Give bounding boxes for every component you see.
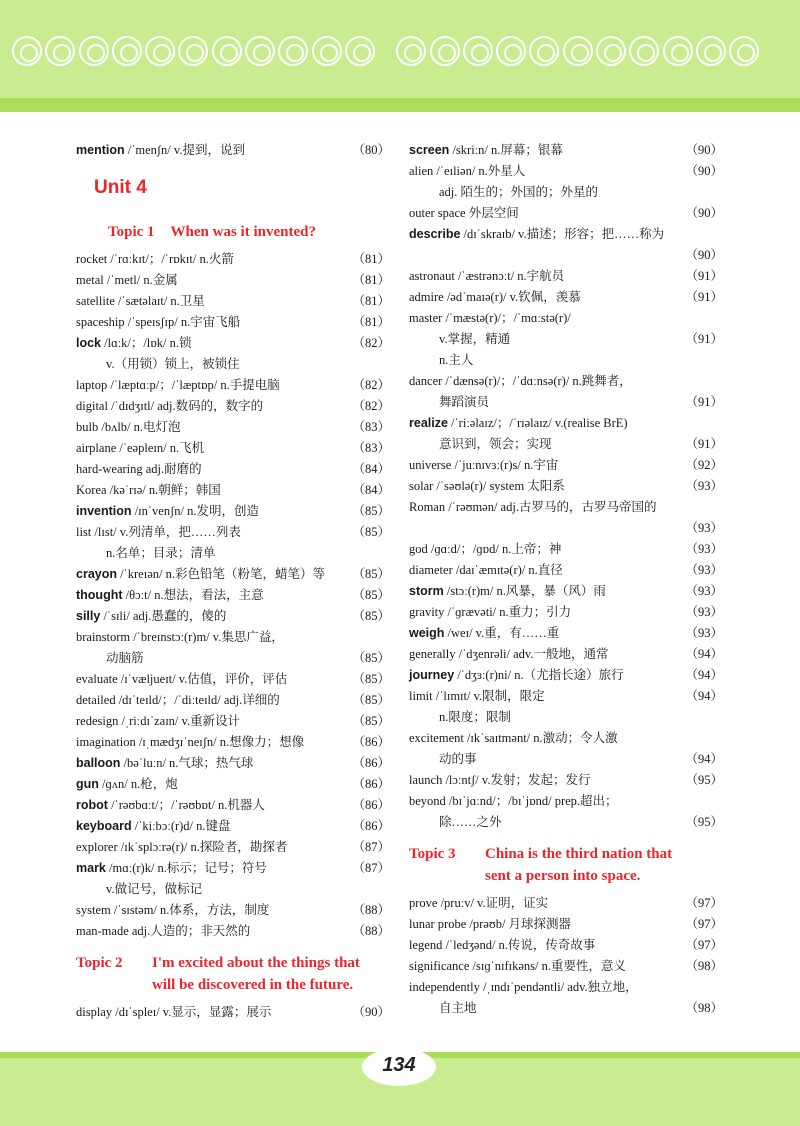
vocab-entry <box>76 417 390 438</box>
page-ref-row <box>409 245 723 266</box>
entry-text: mention /ˈmenʃn/ v.提到，说到 <box>76 143 245 157</box>
page-ref: （88） <box>352 903 390 917</box>
page-ref: （94） <box>685 689 723 703</box>
ring-icon <box>45 36 75 66</box>
vocab-entry <box>76 669 390 690</box>
vocab-entry <box>76 501 390 522</box>
ring-icon <box>12 36 42 66</box>
vocab-entry <box>409 977 723 998</box>
vocab-entry <box>76 270 390 291</box>
entry-text: outer space 外层空间 <box>409 206 519 220</box>
topic-heading <box>76 221 390 243</box>
ring-icon <box>729 36 759 66</box>
ring-icon <box>496 36 526 66</box>
page-ref: （98） <box>685 1001 723 1015</box>
entry-text: 自主地 <box>439 1001 477 1015</box>
topic-title-line2: sent a person into space. <box>485 868 641 884</box>
right-column <box>409 140 723 1019</box>
page-ref: （85） <box>352 609 390 623</box>
page-ref: （81） <box>352 294 390 308</box>
entry-text: 舞蹈演员 <box>439 395 490 409</box>
vocab-entry-continuation <box>409 434 723 455</box>
entry-text: airplane /ˈeəpleɪn/ n.飞机 <box>76 441 205 455</box>
vocab-entry <box>409 224 723 245</box>
vocab-entry <box>76 711 390 732</box>
entry-text: bulb /bʌlb/ n.电灯泡 <box>76 420 181 434</box>
vocab-entry-continuation <box>409 749 723 770</box>
vocab-entry <box>409 914 723 935</box>
topic-title-line2: will be discovered in the future. <box>152 977 354 993</box>
page-ref: （84） <box>352 462 390 476</box>
page-ref: （91） <box>685 332 723 346</box>
page-ref: （88） <box>352 924 390 938</box>
vocab-entry <box>76 627 390 648</box>
vocab-entry <box>409 770 723 791</box>
page-ref: （83） <box>352 441 390 455</box>
entry-text: 动的事 <box>439 752 477 766</box>
entry-text: 意识到，领会；实现 <box>439 437 552 451</box>
page-ref: （93） <box>685 521 723 535</box>
page-ref: （91） <box>685 437 723 451</box>
page-ref: （94） <box>685 752 723 766</box>
page-ref: （95） <box>685 773 723 787</box>
ring-icon <box>345 36 375 66</box>
page-ref: （97） <box>685 896 723 910</box>
entry-text: imagination /ɪˌmædʒɪˈneɪʃn/ n.想像力；想像 <box>76 735 305 749</box>
entry-text: rocket /ˈrɑːkɪt/；/ˈrɒkɪt/ n.火箭 <box>76 252 234 266</box>
entry-text: weigh /weɪ/ v.重，有……重 <box>409 626 560 640</box>
vocab-entry <box>76 606 390 627</box>
entry-text: Roman /ˈrəʊmən/ adj.古罗马的，古罗马帝国的 <box>409 500 657 514</box>
vocab-entry <box>76 732 390 753</box>
page-ref: （95） <box>685 815 723 829</box>
vocab-entry <box>76 774 390 795</box>
page-ref: （85） <box>352 567 390 581</box>
vocab-entry-continuation <box>409 812 723 833</box>
vocab-entry <box>409 644 723 665</box>
topic-title: I'm excited about the things that <box>152 955 360 971</box>
page-ref: （84） <box>352 483 390 497</box>
ring-icon <box>563 36 593 66</box>
entry-text: system /ˈsɪstəm/ n.体系，方法，制度 <box>76 903 270 917</box>
page-ref: （86） <box>352 798 390 812</box>
vocab-entry <box>76 564 390 585</box>
entry-text: robot /ˈrəʊbɑːt/；/ˈrəʊbɒt/ n.机器人 <box>76 798 265 812</box>
entry-text: redesign /ˌriːdɪˈzaɪn/ v.重新设计 <box>76 714 241 728</box>
entry-text: significance /sɪɡˈnɪfɪkəns/ n.重要性，意义 <box>409 959 626 973</box>
vocab-entry-continuation <box>76 543 390 564</box>
vocab-entry <box>409 203 723 224</box>
topic-label: Topic 2 <box>76 955 123 971</box>
page-ref: （85） <box>352 504 390 518</box>
vocab-entry-continuation <box>76 879 390 900</box>
entry-text: astronaut /ˈæstrənɔːt/ n.宇航员 <box>409 269 565 283</box>
entry-text: digital /ˈdɪdʒɪtl/ adj.数码的，数字的 <box>76 399 264 413</box>
entry-text: lunar probe /prəʊb/ 月球探测器 <box>409 917 572 931</box>
page-ref: （85） <box>352 651 390 665</box>
vocab-entry-continuation <box>409 350 723 371</box>
page-ref: （86） <box>352 735 390 749</box>
entry-text: journey /ˈdʒɜː(r)ni/ n.（尤指长途）旅行 <box>409 668 624 682</box>
vocab-entry <box>409 623 723 644</box>
unit-title: Unit 4 <box>94 177 147 198</box>
vocab-entry <box>76 816 390 837</box>
entry-text: alien /ˈeɪliən/ n.外星人 <box>409 164 526 178</box>
vocab-entry <box>76 333 390 354</box>
entry-text: legend /ˈledʒənd/ n.传说，传奇故事 <box>409 938 596 952</box>
entry-text: master /ˈmæstə(r)/；/ˈmɑːstə(r)/ <box>409 311 571 325</box>
page-ref: （85） <box>352 525 390 539</box>
page-ref: （93） <box>685 563 723 577</box>
page-ref: （94） <box>685 647 723 661</box>
entry-text: n.名单；目录；清单 <box>106 546 216 560</box>
vocab-entry <box>76 921 390 942</box>
page-ref: （81） <box>352 273 390 287</box>
topic-heading <box>409 843 723 887</box>
page-ref: （81） <box>352 252 390 266</box>
topic-label: Topic 3 <box>409 846 456 862</box>
vocab-entry <box>76 522 390 543</box>
page-ref: （85） <box>352 672 390 686</box>
page-ref: （83） <box>352 420 390 434</box>
entry-text: laptop /ˈlæptɑːp/；/ˈlæptɒp/ n.手提电脑 <box>76 378 280 392</box>
entry-text: screen /skriːn/ n.屏幕；银幕 <box>409 143 563 157</box>
entry-text: brainstorm /ˈbreɪnstɔː(r)m/ v.集思广益， <box>76 630 284 644</box>
ring-icon <box>312 36 342 66</box>
page-ref: （93） <box>685 479 723 493</box>
ring-icon <box>596 36 626 66</box>
vocab-entry <box>409 560 723 581</box>
page-ref: （97） <box>685 938 723 952</box>
entry-text: storm /stɔː(r)m/ n.风暴，暴（风）雨 <box>409 584 606 598</box>
vocab-entry <box>76 438 390 459</box>
entry-text: display /dɪˈspleɪ/ v.显示，显露；展示 <box>76 1005 272 1019</box>
entry-text: 除……之外 <box>439 815 502 829</box>
ring-icon <box>278 36 308 66</box>
page-ref: （86） <box>352 819 390 833</box>
ring-icon <box>212 36 242 66</box>
ring-icon <box>663 36 693 66</box>
entry-text: n.主人 <box>439 353 474 367</box>
entry-text: realize /ˈriːəlaɪz/；/ˈrɪəlaɪz/ v.(realise BrE) <box>409 416 628 430</box>
page-number: 134 <box>382 1054 416 1076</box>
page-ref: （91） <box>685 395 723 409</box>
entry-text: lock /lɑːk/；/lɒk/ n.锁 <box>76 336 192 350</box>
vocab-entry-continuation <box>409 707 723 728</box>
page-number-badge <box>362 1048 436 1086</box>
vocab-entry <box>409 308 723 329</box>
entry-text: invention /ɪnˈvenʃn/ n.发明，创造 <box>76 504 259 518</box>
page-ref: （86） <box>352 756 390 770</box>
vocab-entry-continuation <box>409 392 723 413</box>
entry-text: v.（用锁）锁上，被锁住 <box>106 357 240 371</box>
vocab-entry-continuation <box>409 329 723 350</box>
entry-text: gravity /ˈɡrævəti/ n.重力；引力 <box>409 605 572 619</box>
vocab-entry <box>76 1002 390 1023</box>
vocab-entry <box>409 539 723 560</box>
vocab-entry <box>409 140 723 161</box>
vocab-entry <box>76 375 390 396</box>
header-band-edge <box>0 98 800 112</box>
ring-icon <box>79 36 109 66</box>
vocab-entry <box>409 728 723 749</box>
entry-text: hard-wearing adj.耐磨的 <box>76 462 202 476</box>
page-ref: （85） <box>352 588 390 602</box>
vocab-entry <box>76 291 390 312</box>
entry-text: dancer /ˈdænsə(r)/；/ˈdɑːnsə(r)/ n.跳舞者， <box>409 374 632 388</box>
vocab-entry <box>409 497 723 518</box>
vocab-entry <box>409 893 723 914</box>
page-ref: （91） <box>685 269 723 283</box>
entry-text: solar /ˈsəʊlə(r)/ system 太阳系 <box>409 479 565 493</box>
entry-text: limit /ˈlɪmɪt/ v.限制，限定 <box>409 689 545 703</box>
vocab-entry <box>76 480 390 501</box>
page-ref: （85） <box>352 693 390 707</box>
ring-icon <box>463 36 493 66</box>
vocab-entry-continuation <box>409 182 723 203</box>
entry-text: crayon /ˈkreɪən/ n.彩色铅笔（粉笔，蜡笔）等 <box>76 567 325 581</box>
vocab-entry <box>409 665 723 686</box>
page-ref: （82） <box>352 399 390 413</box>
entry-text: beyond /bɪˈjɑːnd/；/bɪˈjɒnd/ prep.超出； <box>409 794 618 808</box>
vocab-entry <box>76 312 390 333</box>
entry-text: list /lɪst/ v.列清单，把……列表 <box>76 525 241 539</box>
entry-text: satellite /ˈsætəlaɪt/ n.卫星 <box>76 294 205 308</box>
page-ref: （97） <box>685 917 723 931</box>
vocab-entry <box>409 371 723 392</box>
entry-text: thought /θɔːt/ n.想法，看法，主意 <box>76 588 264 602</box>
page-ref: （80） <box>352 143 390 157</box>
vocab-entry <box>409 287 723 308</box>
page-ref: （90） <box>685 248 723 262</box>
vocab-entry <box>409 455 723 476</box>
ring-icon <box>145 36 175 66</box>
entry-text: evaluate /ɪˈvæljueɪt/ v.估值，评价，评估 <box>76 672 288 686</box>
vocab-entry <box>76 900 390 921</box>
vocab-entry-continuation <box>76 354 390 375</box>
ring-icon <box>245 36 275 66</box>
entry-text: prove /pruːv/ v.证明，证实 <box>409 896 549 910</box>
entry-text: independently /ˌɪndɪˈpendəntli/ adv.独立地， <box>409 980 638 994</box>
entry-text: man-made adj.人造的；非天然的 <box>76 924 251 938</box>
page-ref: （87） <box>352 840 390 854</box>
vocab-entry <box>409 686 723 707</box>
entry-text: n.限度；限制 <box>439 710 511 724</box>
ring-icon <box>112 36 142 66</box>
page-ref: （91） <box>685 290 723 304</box>
entry-text: diameter /daɪˈæmɪtə(r)/ n.直径 <box>409 563 563 577</box>
entry-text: describe /dɪˈskraɪb/ v.描述；形容；把……称为 <box>409 227 665 241</box>
vocab-entry <box>409 791 723 812</box>
entry-text: universe /ˈjuːnɪvɜː(r)s/ n.宇宙 <box>409 458 559 472</box>
page-ref: （93） <box>685 626 723 640</box>
left-column <box>76 140 390 1023</box>
page-ref: （92） <box>685 458 723 472</box>
vocab-entry-continuation <box>409 998 723 1019</box>
entry-text: excitement /ɪkˈsaɪtmənt/ n.激动；令人激 <box>409 731 618 745</box>
page-ref: （82） <box>352 336 390 350</box>
entry-text: Korea /kəˈrɪə/ n.朝鲜；韩国 <box>76 483 221 497</box>
entry-text: launch /lɔːntʃ/ v.发射；发起；发行 <box>409 773 591 787</box>
vocab-entry <box>76 140 390 161</box>
vocab-entry <box>76 753 390 774</box>
page-ref: （93） <box>685 542 723 556</box>
entry-text: adj. 陌生的；外国的；外星的 <box>439 185 599 199</box>
vocab-entry <box>409 266 723 287</box>
ring-icon <box>696 36 726 66</box>
vocab-entry <box>409 476 723 497</box>
vocab-entry <box>409 413 723 434</box>
ring-icon <box>396 36 426 66</box>
topic-title: When was it invented? <box>170 224 316 240</box>
entry-text: balloon /bəˈluːn/ n.气球；热气球 <box>76 756 254 770</box>
vocab-entry <box>409 956 723 977</box>
vocab-entry <box>76 249 390 270</box>
page-ref-row <box>409 518 723 539</box>
vocab-entry <box>409 581 723 602</box>
page-ref: （90） <box>685 164 723 178</box>
page-ref: （94） <box>685 668 723 682</box>
page-ref: （81） <box>352 315 390 329</box>
entry-text: metal /ˈmetl/ n.金属 <box>76 273 178 287</box>
vocab-entry <box>409 602 723 623</box>
vocab-entry <box>409 935 723 956</box>
page-ref: （98） <box>685 959 723 973</box>
page-ref: （86） <box>352 777 390 791</box>
entry-text: v.掌握，精通 <box>439 332 511 346</box>
topic-label: Topic 1 <box>108 224 155 240</box>
vocab-entry <box>76 858 390 879</box>
entry-text: god /ɡɑːd/；/ɡɒd/ n.上帝；神 <box>409 542 562 556</box>
page-ref: （93） <box>685 584 723 598</box>
vocab-entry <box>76 459 390 480</box>
page-ref: （90） <box>685 206 723 220</box>
ring-icon <box>529 36 559 66</box>
entry-text: generally /ˈdʒenrəli/ adv.一般地，通常 <box>409 647 609 661</box>
page-ref: （90） <box>352 1005 390 1019</box>
ring-icon <box>629 36 659 66</box>
entry-text: gun /ɡʌn/ n.枪，炮 <box>76 777 178 791</box>
entry-text: keyboard /ˈkiːbɔː(r)d/ n.键盘 <box>76 819 231 833</box>
entry-text: explorer /ɪkˈsplɔːrə(r)/ n.探险者，勘探者 <box>76 840 288 854</box>
entry-text: mark /mɑː(r)k/ n.标示；记号；符号 <box>76 861 267 875</box>
ring-icon <box>178 36 208 66</box>
entry-text: detailed /dɪˈteɪld/；/ˈdiːteɪld/ adj.详细的 <box>76 693 280 707</box>
page-ref: （87） <box>352 861 390 875</box>
ring-icon <box>430 36 460 66</box>
vocab-entry <box>76 396 390 417</box>
entry-text: admire /ədˈmaɪə(r)/ v.钦佩，羡慕 <box>409 290 581 304</box>
entry-text: silly /ˈsɪli/ adj.愚蠢的，傻的 <box>76 609 227 623</box>
vocab-entry <box>409 161 723 182</box>
page-ref: （82） <box>352 378 390 392</box>
vocab-entry <box>76 795 390 816</box>
vocab-entry <box>76 690 390 711</box>
header-circles <box>12 36 763 72</box>
vocab-entry <box>76 585 390 606</box>
entry-text: 动脑筋 <box>106 651 144 665</box>
entry-text: v.做记号，做标记 <box>106 882 203 896</box>
entry-text: spaceship /ˈspeɪsʃɪp/ n.宇宙飞船 <box>76 315 241 329</box>
page-ref: （90） <box>685 143 723 157</box>
page-ref: （93） <box>685 605 723 619</box>
topic-heading <box>76 952 390 996</box>
topic-title: China is the third nation that <box>485 846 673 862</box>
vocab-entry-continuation <box>76 648 390 669</box>
vocab-entry <box>76 837 390 858</box>
page-ref: （85） <box>352 714 390 728</box>
